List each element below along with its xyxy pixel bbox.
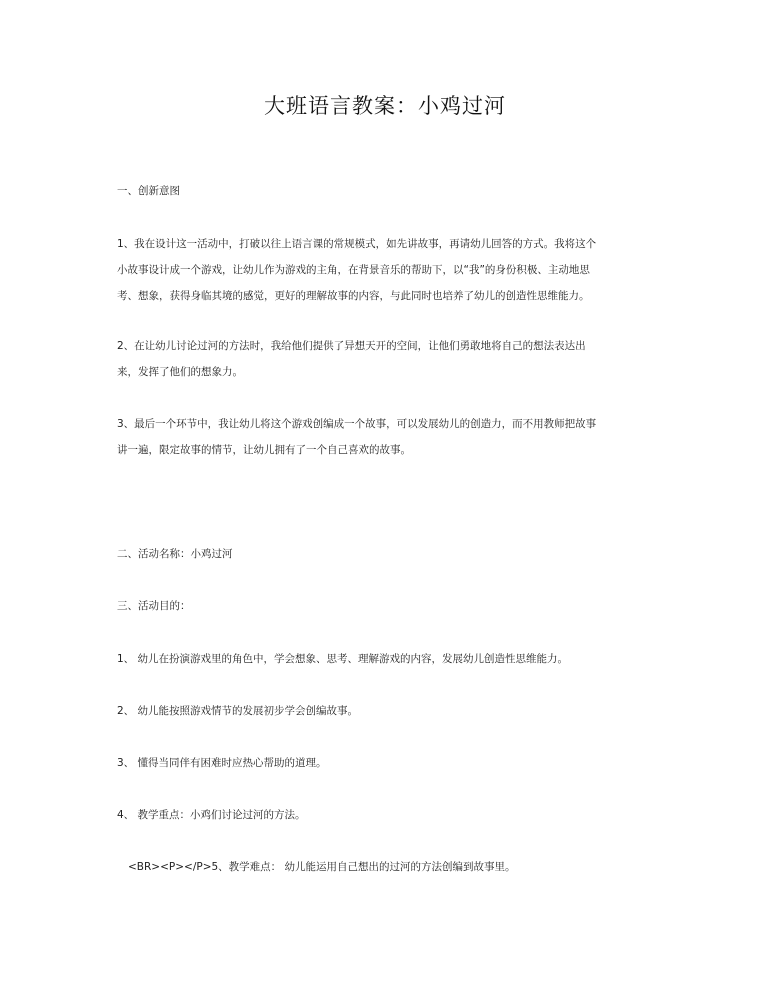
paragraph-line: 小故事设计成一个游戏，让幼儿作为游戏的主角，在背景音乐的帮助下，以“我”的身份积极、主动地思 xyxy=(117,264,590,276)
list-item: 3、 懂得当同伴有困难时应热心帮助的道理。 xyxy=(117,757,327,769)
section-heading-activity-name: 二、活动名称：小鸡过河 xyxy=(117,548,233,560)
paragraph-line: 1、我在设计这一活动中，打破以往上语言课的常规模式，如先讲故事，再请幼儿回答的方式。我将这个 xyxy=(117,238,597,250)
paragraph-line: 考、想象，获得身临其境的感觉，更好的理解故事的内容，与此同时也培养了幼儿的创造性思维能力。 xyxy=(117,290,590,302)
document-title: 大班语言教案：小鸡过河 xyxy=(264,94,506,118)
list-item: 4、 教学重点：小鸡们讨论过河的方法。 xyxy=(117,809,306,821)
paragraph-line: 来，发挥了他们的想象力。 xyxy=(117,366,243,378)
list-item: 1、 幼儿在扮演游戏里的角色中，学会想象、思考、理解游戏的内容，发展幼儿创造性思维能力。 xyxy=(117,653,569,665)
list-item: 2、 幼儿能按照游戏情节的发展初步学会创编故事。 xyxy=(117,705,359,717)
paragraph-line: 3、最后一个环节中，我让幼儿将这个游戏创编成一个故事，可以发展幼儿的创造力，而不用教师把故事 xyxy=(117,418,597,430)
section-heading-intent: 一、创新意图 xyxy=(117,185,180,197)
paragraph-line: 2、在让幼儿讨论过河的方法时，我给他们提供了异想天开的空间，让他们勇敢地将自己的想法表达出 xyxy=(117,340,586,352)
paragraph-line: 讲一遍，限定故事的情节，让幼儿拥有了一个自己喜欢的故事。 xyxy=(117,444,411,456)
section-heading-activity-goals: 三、活动目的： xyxy=(117,600,191,612)
list-item: <BR><P></P>5、教学难点： 幼儿能运用自己想出的过河的方法创编到故事里。 xyxy=(128,861,516,873)
